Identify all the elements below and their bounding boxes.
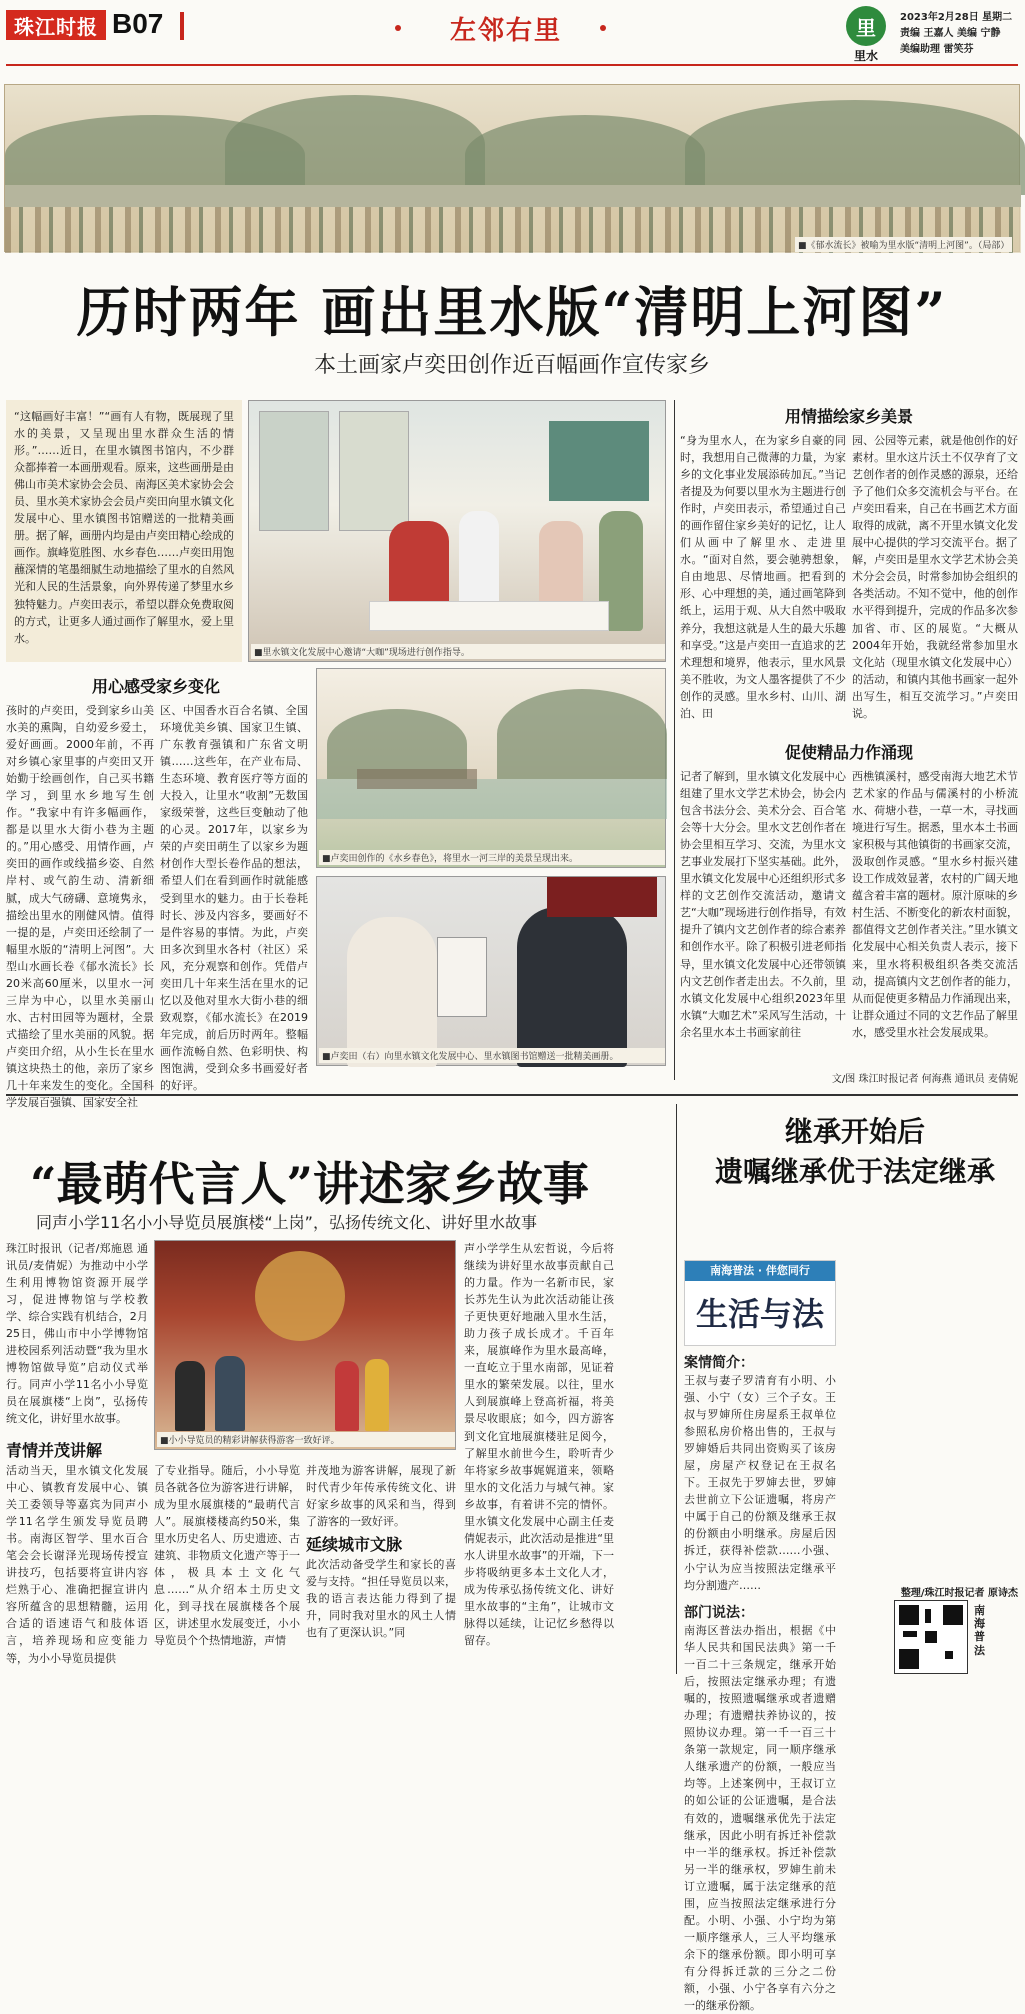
case-text: 王叔与妻子罗清育有小明、小强、小宁（女）三个子女。王叔与罗婶所住房屋系王叔单位参照私房价格出售的，王叔与罗婶婚后共同出资购买了该房屋，房屋产权登记在王叔名下。王叔先于罗婶去世，罗婶去世前立下公证遗嘱，将房产中属于自己的份额及继承王叔的份额由小明继承。房屋后因拆迁，获得补偿款……小强、小宁认为应当按照法定继承平均分割遗产…… — [684, 1374, 836, 1592]
article-column: 活动当天，里水镇文化发展中心、镇教育发展中心、镇关工委领导等嘉宾为同声小学11名学生颁发导览员聘书。南海区智学、里水百合笔会会长谢泽光现场传授宣讲技巧，包括要将宣讲内容烂熟于心、准确把握宣讲内容所蕴含的思想精髓，运用合适的语速语气和肢体语言，培养现场和应变能力等，为小小导览员提供 — [6, 1464, 148, 1665]
article-column: 西樵镇溪村，感受南海大地艺术节艺术家的作品与儒溪村的小桥流水、荷塘小巷，一草一木，寻找画境进行写生。据悉，里水本土书画家积极与其他镇街的书画家交流，汲取创作灵感。“里水乡村振兴建设工作成效显著，农村的广阔天地蕴含着丰富的题材。原汁原味的乡村生活、不断变化的新农村面貌，都值得文艺创作者关注。”里水镇文化发展中心相关负责人表示，接下来，里水将积极组织各类交流活动，提高镇内文艺创作者的能力，从而促使更多精品力作涌现出来，让群众通过不同的文艺作品了解里水，感受里水社会发展成果。 — [852, 770, 1018, 1039]
lishui-seal-icon: 里 — [846, 6, 886, 46]
article-column: 孩时的卢奕田，受到家乡山美水美的熏陶，自幼爱乡爱土，爱好画画。2000年前，不再对乡镇心家里事的卢奕田又开始勤于绘画创作，自己买书籍学习，到里水乡地写生创作。“我家中有许多幅画作，都是以里水大街小巷为主题的。”用心感受、用情作画，卢奕田的画作或线描乡姿、自然岸村、或气韵生动、清新细腻，成大气磅礴、意境隽永，描绘出里水的刚健风情。值得一提的是，卢奕田还绘制了一幅里水版的“清明上河图”。大型山水画长卷《郁水流长》长20米高60厘米，以里水一河三岸为中心，以里水美丽山水、古村田园等为题材，全景式描绘了里水美丽的风貌。据卢奕田介绍，从小生长在里水镇这块热土的他，亲历了家乡几十年来发生的变化。全国科学发展百强镇、国家安全社 — [6, 704, 154, 1110]
painting-photo-caption: ■卢奕田创作的《水乡春色》，将里水一河三岸的美景呈现出来。 — [319, 850, 665, 865]
newspaper-logo: 珠江时报 — [6, 10, 106, 40]
section-heading-b: 用情描绘家乡美景 — [784, 407, 913, 426]
guides-photo-caption: ■小小导览员的精彩讲解获得游客一致好评。 — [157, 1432, 455, 1447]
story-divider — [6, 1094, 1018, 1096]
qr-code-icon[interactable] — [894, 1600, 968, 1674]
panorama-caption: ■《郁水流长》被喻为里水版“清明上河图”。（局部） — [795, 237, 1012, 252]
side-byline: 整理/珠江时报记者 原诗杰 — [900, 1588, 1018, 1599]
column-badge — [684, 1260, 836, 1346]
section-title: 左邻右里 — [450, 16, 563, 46]
article-column: 区、中国香水百合名镇、全国环境优美乡镇、国家卫生镇、广东教育强镇和广东省文明镇……这些年，在产业布局、生态环境、教育医疗等方面的大投入，让里水“收割”无数国家级荣誉，这些巨变触动了他的心灵。2017年，以家乡为荣的卢奕田萌生了以家乡为题材创作大型长卷作品的想法，希望人们在看到画作时就能感受到里水的魅力。由于长卷耗时长、涉及内容多，要画好不是件容易的事情。为此，卢奕田多次到里水各村（社区）采风，充分观察和创作。凭借卢奕田几十年来生活在里水的记忆以及他对里水大街小巷的细致观察，《郁水流长》在2019年完成，前后历时两年。整幅画作流畅自然、色彩明快、构图饱满，受到众多书画爱好者的好评。 — [160, 704, 308, 1093]
assistant-credits: 美编助理 雷笑芬 — [900, 44, 974, 55]
page-number: B07 — [112, 8, 164, 39]
article-column: 园、公园等元素，就是他创作的好素材。里水这片沃土不仅孕育了文艺创作者的创作灵感的源泉，还给予了他们众多交流机会与平台。在卢奕田看来，自己在书画艺术方面取得的成就，离不开里水镇文化发展中心提供的学习交流平台。据了解，卢奕田是里水文学艺术协会美术分会会员，时常参加协会组织的各类活动。不知不觉中，他的创作水平得到提升，完成的作品多次参加省、市、区的展览。“大概从2004年开始，我就经常参加里水文化站（现里水镇文化发展中心）的活动，和镇内其他书画家一起外出写生，相互交流学习。”卢奕田说。 — [852, 434, 1018, 720]
qr-label: 南海普法 — [974, 1604, 985, 1657]
dept-text: 南海区普法办指出，根据《中华人民共和国民法典》第一千一百二十三条规定，继承开始后，按照法定继承办理；有遗嘱的，按照遗嘱继承或者遗赠办理；有遗赠扶养协议的，按照协议办理。第一千一百三十条第一款规定，同一顺序继承人继承遗产的份额，一般应当均等。上述案例中，王叔订立的如公证的公证遗嘱，是合法有效的，遗嘱继承优先于法定继承，因此小明有拆迁补偿款中一半的继承权。拆迁补偿款另一半的继承权，罗婶生前未订立遗嘱，属于法定继承的范围，应当按照法定继承进行分配。小明、小强、小宁均为第一顺序继承人，三人平均继承余下的继承份额。即小明可享有分得拆迁款的三分之二份额，小强、小宁各享有六分之一的继承份额。 — [684, 1624, 836, 2013]
issue-date: 2023年2月28日 星期二 — [900, 12, 1013, 23]
decorative-dot-icon — [395, 25, 401, 31]
side-headline-2: 遗嘱继承优于法定继承 — [714, 1155, 995, 1188]
masthead-rule — [6, 64, 1018, 66]
second-headline: “最萌代言人”讲述家乡故事 — [30, 1157, 589, 1211]
donation-photo — [316, 876, 666, 1066]
section-heading-a: 用心感受家乡变化 — [91, 677, 220, 696]
side-headline-1: 继承开始后 — [784, 1115, 925, 1148]
painting-photo — [316, 668, 666, 868]
workshop-photo — [248, 400, 666, 662]
panorama-painting — [4, 84, 1020, 252]
editor-credits: 责编 王嘉人 美编 宁静 — [900, 28, 1001, 39]
byline: 文/图 珠江时报记者 何海燕 通讯员 麦倩妮 — [831, 1074, 1018, 1085]
case-title: 案情简介： — [684, 1355, 754, 1371]
column-rule — [674, 400, 675, 1080]
masthead-divider — [180, 12, 184, 40]
section-heading-e: 延续城市文脉 — [306, 1535, 403, 1554]
article-column: 了专业指导。随后，小小导览员各就各位为游客进行讲解，成为里水展旗楼的“最萌代言人”。展旗楼楼高约50米，集里水历史名人、历史遗迹、古建筑、非物质文化遗产等于一体，极具本土文化气息……“从介绍本土历史文化，到寻找在展旗楼各个展区，讲述里水发展变迁，小小导览员个个热情地游，声情 — [154, 1464, 300, 1648]
badge-top: 南海普法 · 伴您同行 — [685, 1261, 835, 1281]
decorative-dot-icon — [600, 25, 606, 31]
badge-title: 生活与法 — [695, 1295, 824, 1333]
article-column: 珠江时报讯（记者/郑施恩 通讯员/麦倩妮）为推动中小学生利用博物馆资源开展学习，促进博物馆与学校教学、综合实践有机结合，2月25日，佛山市中小学博物馆进校园系列活动暨“我为里水博物馆做导览”启动仪式举行。同声小学11名小小导览员在展旗楼“上岗”，弘扬传统文化，讲好里水故事。 — [6, 1242, 148, 1426]
article-column: 并茂地为游客讲解，展现了新时代青少年传承传统文化、讲好家乡故事的风采和当，得到了游客的一致好评。 — [306, 1464, 456, 1529]
article-column: 记者了解到，里水镇文化发展中心组建了里水文学艺术协会，协会内包含书法分会、美术分会、百合笔会等十大分会。里水文艺创作者在协会里相互学习、交流，为里水文艺事业发展打下坚实基础。此外，里水镇文化发展中心还组织形式多样的文艺创作交流活动，邀请文艺“大咖”现场进行创作指导，有效提升了镇内文艺创作者的综合素养和创作水平。除了积极引进老师指导，里水镇文化发展中心还带领镇内文艺创作者走出去。不久前，里水镇文化发展中心组织2023年里水镇“大咖艺术”采风写生活动，十余名里水本土书画家前往 — [680, 770, 846, 1039]
lead-paragraph: “这幅画好丰富！”“画有人有物，既展现了里水的美景，又呈现出里水群众生活的情形。”……近日，在里水镇图书馆内，不少群众都捧着一本画册观看。原来，这些画册是由佛山市美术家协会会员、南海区美术家协会会员、里水美术家协会会员卢奕田向里水镇文化发展中心、里水镇图书馆赠送的一批精美画册。据了解，画册内均是由卢奕田精心绘成的画作。旗峰览胜图、水乡春色……卢奕田用饱蘸深情的笔墨细腻生动地描绘了里水的自然风光和人民的生活景象，向外界传递了梦里水乡独特魅力。卢奕田表示，希望以群众免费取阅的方式，让更多人通过画作了解里水，爱上里水。 — [6, 400, 242, 662]
donation-photo-caption: ■卢奕田（右）向里水镇文化发展中心、里水镇图书馆赠送一批精美画册。 — [319, 1048, 665, 1063]
workshop-photo-caption: ■里水镇文化发展中心邀请“大咖”现场进行创作指导。 — [251, 644, 665, 659]
seal-label: 里水 — [853, 49, 878, 63]
section-heading-c: 促使精品力作涌现 — [784, 743, 913, 762]
section-heading-d: 青情并茂讲解 — [6, 1441, 103, 1460]
second-subheadline: 同声小学11名小小导览员展旗楼“上岗”，弘扬传统文化、讲好里水故事 — [36, 1213, 537, 1232]
main-subheadline: 本土画家卢奕田创作近百幅画作宣传家乡 — [313, 353, 710, 378]
main-headline: 历时两年 画出里水版“清明上河图” — [76, 280, 948, 344]
article-column: 声小学学生从宏哲说，今后将继续为讲好里水故事贡献自己的力量。作为一名新市民，家长苏先生认为此次活动能让孩子更快更好地融入里水生活，助力孩子成长成才。千百年来，展旗峰作为里水最高峰，一直屹立于里水南部，见证着里水的繁荣发展。以往，里水人到展旗峰上登高祈福，将美景尽收眼底；如今，四方游客到文化宜地展旗楼驻足阅今，了解里水前世今生，聆听青少年将家乡故事娓娓道来，领略里水的文化活力与城气神。家乡故事，有着讲不完的情怀。里水镇文化发展中心副主任麦倩妮表示，此次活动是推进“里水人讲里水故事”的开端，下一步将吸纳更多本土文化人才，成为传承弘扬传统文化、讲好里水故事的“主角”，让城市文脉得以延续，让记忆乡愁得以留存。 — [464, 1242, 614, 1648]
column-rule — [676, 1104, 677, 1674]
dept-title: 部门说法： — [684, 1605, 754, 1621]
dept-text-continued — [844, 1258, 1018, 1580]
guides-photo — [154, 1240, 456, 1450]
article-column: “身为里水人，在为家乡自豪的同时，我想用自己微薄的力量，为家乡的文化事业发展添砖加瓦。”当记者提及为何要以里水为主题进行创作时，卢奕田表示，希望通过自己的画作留住家乡美好的记忆，让人们从画中了解里水、走进里水。“面对自然，要会驰骋想象，自由地思、尽情地画。把看到的形、心中理想的美，通过画笔降到纸上，运用于观、从大自然中吸取养分，我想这就是人生的最大乐趣和享受。”这是卢奕田一直追求的艺术理想和境界，他表示，里水风景美不胜收，为文人墨客提供了不少创作的灵感。里水乡村、山川、湖泊、田 — [680, 434, 846, 720]
article-column: 此次活动备受学生和家长的喜爱与支持。“担任导览员以来，我的语言表达能力得到了提升，同时我对里水的风土人情也有了更深认识。”同 — [306, 1558, 456, 1640]
